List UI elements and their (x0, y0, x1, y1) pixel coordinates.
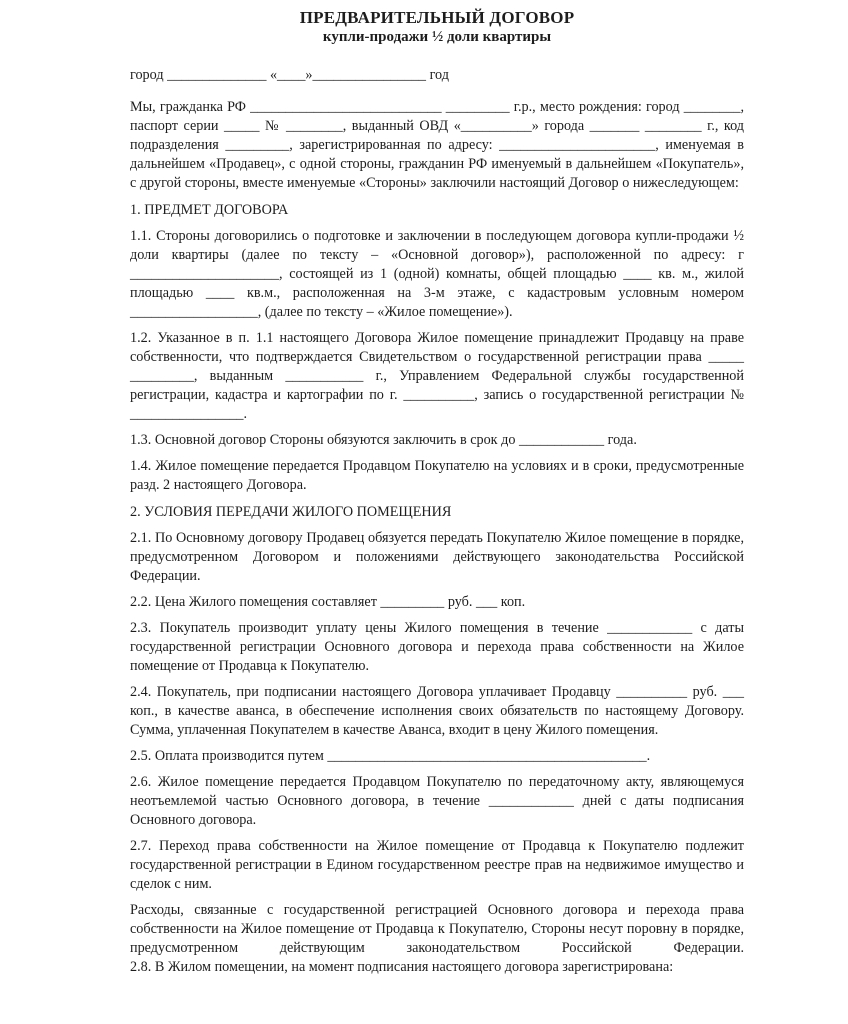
registration-expenses-paragraph: Расходы, связанные с государственной регистрацией Основного договора и перехода права собственности на Жилое помещение от Продавца к Покупателю, Стороны несут поровну в порядке, предусмотренном действующим законодательством Российской Федерации. (130, 902, 744, 956)
clause-2-1: 2.1. По Основному договору Продавец обязуется передать Покупателю Жилое помещение в порядке, предусмотренном Договором и положениями действующего законодательства Российской Федерации. (130, 530, 744, 584)
city-and-date-line: город ______________ «____»________________ год (130, 67, 449, 83)
clause-2-6: 2.6. Жилое помещение передается Продавцом Покупателю по передаточному акту, являющемуся неотъемлемой частью Основного договора, в течение ____________ дней с даты подписания Основного договора. (130, 774, 744, 828)
clause-1-3: 1.3. Основной договор Стороны обязуются заключить в срок до ____________ года. (130, 432, 637, 448)
clause-2-3: 2.3. Покупатель производит уплату цены Жилого помещения в течение ____________ с даты государственной регистрации Основного договора и перехода права собственности на Жилое помещение от Продавца к Покупателю. (130, 620, 744, 674)
document-subtitle: купли-продажи ½ доли квартиры (322, 29, 552, 45)
preamble-parties-paragraph: Мы, гражданка РФ ___________________________ _________ г.р., место рождения: город ________, паспорт серии _____ № ________, выданный ОВД «__________» города _______ ________ г., код подразделения _________, зарегистрированная по адресу: ______________________, именуемая в дальнейшем «Продавец», с одной стороны, гражданин РФ именуемый в дальнейшем «Покупатель», с другой стороны, вместе именуемые «Стороны» заключили настоящий Договор о нижеследующем: (130, 99, 744, 191)
clause-2-4: 2.4. Покупатель, при подписании настоящего Договора уплачивает Продавцу __________ руб. ___ коп., в качестве аванса, в обеспечение исполнения своих обязательств по настоящему Договору. Сумма, уплаченная Покупателем в качестве Аванса, входит в цену Жилого помещения. (130, 684, 744, 738)
clause-1-1: 1.1. Стороны договорились о подготовке и заключении в последующем договора купли-продажи ½ доли квартиры (далее по тексту – «Основной договор»), расположенной по адресу: г _____________________, состоящей из 1 (одной) комнаты, общей площадью ____ кв. м., жилой площадью ____ кв.м., расположенная на 3-м этаже, с кадастровым условным номером __________________, (далее по тексту – «Жилое помещение»). (130, 228, 744, 320)
clause-2-8: 2.8. В Жилом помещении, на момент подписания настоящего договора зарегистрирована: (130, 959, 674, 975)
clause-1-4: 1.4. Жилое помещение передается Продавцом Покупателю на условиях и в сроки, предусмотренные разд. 2 настоящего Договора. (130, 458, 744, 493)
section-2-heading: 2. УСЛОВИЯ ПЕРЕДАЧИ ЖИЛОГО ПОМЕЩЕНИЯ (130, 504, 452, 520)
clause-2-5: 2.5. Оплата производится путем _____________________________________________. (130, 748, 651, 764)
clause-1-2: 1.2. Указанное в п. 1.1 настоящего Договора Жилое помещение принадлежит Продавцу на праве собственности, что подтверждается Свидетельством о государственной регистрации права _____ _________, выданным ___________ г., Управлением Федеральной службы государственной регистрации, кадастра и картографии по г. __________, запись о государственной регистрации № ________________. (130, 330, 744, 422)
document-header (130, 8, 744, 46)
clause-2-7: 2.7. Переход права собственности на Жилое помещение от Продавца к Покупателю подлежит государственной регистрации в Едином государственном реестре прав на недвижимое имущество и сделок с ним. (130, 838, 744, 892)
section-1-heading: 1. ПРЕДМЕТ ДОГОВОРА (130, 202, 289, 218)
document-title: ПРЕДВАРИТЕЛЬНЫЙ ДОГОВОР (299, 8, 575, 27)
clause-2-2: 2.2. Цена Жилого помещения составляет _________ руб. ___ коп. (130, 594, 526, 610)
